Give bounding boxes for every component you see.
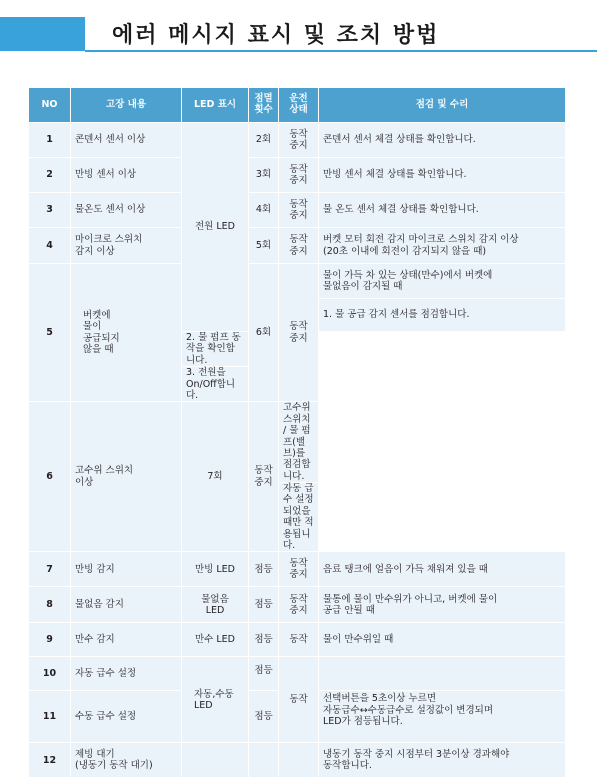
row-blink: 6회	[249, 264, 279, 402]
row-check: 고수위 스위치 / 물 펌프(밸브)를 점검합니다.	[279, 402, 319, 483]
row-check: 음료 탱크에 얼음이 가득 채워져 있을 때	[319, 552, 566, 587]
row-blink: 점등	[249, 691, 279, 743]
row-fault: 버켓에 물이 공급되지 않을 때	[71, 264, 182, 402]
row-led	[182, 743, 249, 778]
page-title: 에러 메시지 표시 및 조치 방법	[112, 23, 440, 48]
row-run: 동작 중지	[249, 402, 279, 552]
row-check	[319, 657, 566, 691]
table-row	[29, 552, 566, 587]
table-row	[29, 123, 566, 158]
row-blink: 7회	[182, 402, 249, 552]
table-row	[29, 158, 566, 193]
table-row	[29, 743, 566, 778]
error-table	[28, 87, 566, 778]
title-bar	[0, 17, 597, 55]
row-fault: 물온도 센서 이상	[71, 193, 182, 228]
header-check: 점검 및 수리	[319, 88, 566, 123]
row-blink: 점등	[249, 623, 279, 657]
row-blink	[249, 743, 279, 778]
row-no: 12	[29, 743, 71, 778]
row-no: 11	[29, 691, 71, 743]
row-blink: 4회	[249, 193, 279, 228]
table-row	[29, 264, 566, 299]
row-no: 4	[29, 228, 71, 264]
row-run: 동작 중지	[279, 552, 319, 587]
table-row	[29, 228, 566, 264]
row-blink: 3회	[249, 158, 279, 193]
table-row	[29, 402, 566, 483]
run-cell-10-11: 동작	[279, 657, 319, 743]
row-fault: 물없음 감지	[71, 587, 182, 623]
power-led-cell: 전원 LED	[182, 123, 249, 332]
table-row	[29, 623, 566, 657]
row-check: 냉동기 동작 중지 시점부터 3분이상 경과해야 동작합니다.	[319, 743, 566, 778]
row-no: 7	[29, 552, 71, 587]
row-fault: 수동 급수 설정	[71, 691, 182, 743]
row-check: 버켓 모터 회전 감지 마이크로 스위치 감지 이상 (20초 이내에 회전이 감지되지 않을 때)	[319, 228, 566, 264]
row-check: 물이 가득 차 있는 상태(만수)에서 버켓에 물없음이 감지될 때	[319, 264, 566, 299]
row-run: 동작 중지	[279, 123, 319, 158]
row-check: 선택버튼을 5초이상 누르면 자동급수↔수동급수로 설정값이 변경되며 LED가 점등됩니다.	[319, 691, 566, 743]
row-no: 10	[29, 657, 71, 691]
row-check: 물통에 물이 만수위가 아니고, 버켓에 물이 공급 안될 때	[319, 587, 566, 623]
header-blink: 점멸 횟수	[249, 88, 279, 123]
row-fault: 제빙 대기 (냉동기 동작 대기)	[71, 743, 182, 778]
row-blink: 점등	[249, 552, 279, 587]
row-run: 동작 중지	[279, 158, 319, 193]
row-check: 1. 물 공급 감지 센서를 점검합니다.	[319, 299, 566, 332]
row-fault: 마이크로 스위치 감지 이상	[71, 228, 182, 264]
row-fault: 만수 감지	[71, 623, 182, 657]
row-run: 동작	[279, 623, 319, 657]
row-blink: 점등	[249, 657, 279, 691]
table-row	[29, 657, 566, 691]
row-check: 물 온도 센서 체결 상태를 확인합니다.	[319, 193, 566, 228]
table-header-row	[29, 88, 566, 123]
row-check: 자동 급수 설정되었을 때만 적용됩니다.	[279, 483, 319, 552]
row-led: 만수 LED	[182, 623, 249, 657]
row-no: 6	[29, 402, 71, 552]
row-check: 3. 전원을 On/Off합니다.	[182, 367, 249, 402]
title-accent-block	[0, 17, 85, 51]
row-blink: 2회	[249, 123, 279, 158]
row-fault: 콘덴서 센서 이상	[71, 123, 182, 158]
row-run: 동작 중지	[279, 264, 319, 402]
row-check: 물이 만수위일 때	[319, 623, 566, 657]
row-fault: 만빙 센서 이상	[71, 158, 182, 193]
row-check: 2. 물 펌프 동작을 확인합니다.	[182, 332, 249, 367]
row-no: 1	[29, 123, 71, 158]
row-check: 콘덴서 센서 체결 상태를 확인합니다.	[319, 123, 566, 158]
header-no: NO	[29, 88, 71, 123]
title-underline	[85, 50, 597, 52]
header-led: LED 표시	[182, 88, 249, 123]
row-fault: 자동 급수 설정	[71, 657, 182, 691]
row-run: 동작 중지	[279, 587, 319, 623]
row-no: 3	[29, 193, 71, 228]
row-fault: 만빙 감지	[71, 552, 182, 587]
row-check: 만빙 센서 체결 상태를 확인합니다.	[319, 158, 566, 193]
row-run	[279, 743, 319, 778]
auto-manual-led-cell: 자동,수동 LED	[182, 657, 249, 743]
header-run: 운전 상태	[279, 88, 319, 123]
row-blink: 5회	[249, 228, 279, 264]
row-run: 동작 중지	[279, 228, 319, 264]
row-led: 만빙 LED	[182, 552, 249, 587]
row-no: 2	[29, 158, 71, 193]
row-run: 동작 중지	[279, 193, 319, 228]
row-blink: 점등	[249, 587, 279, 623]
header-fault: 고장 내용	[71, 88, 182, 123]
row-led: 물없음 LED	[182, 587, 249, 623]
table-row	[29, 193, 566, 228]
row-fault: 고수위 스위치 이상	[71, 402, 182, 552]
row-no: 9	[29, 623, 71, 657]
row-no: 5	[29, 264, 71, 402]
table-row	[29, 587, 566, 623]
row-no: 8	[29, 587, 71, 623]
